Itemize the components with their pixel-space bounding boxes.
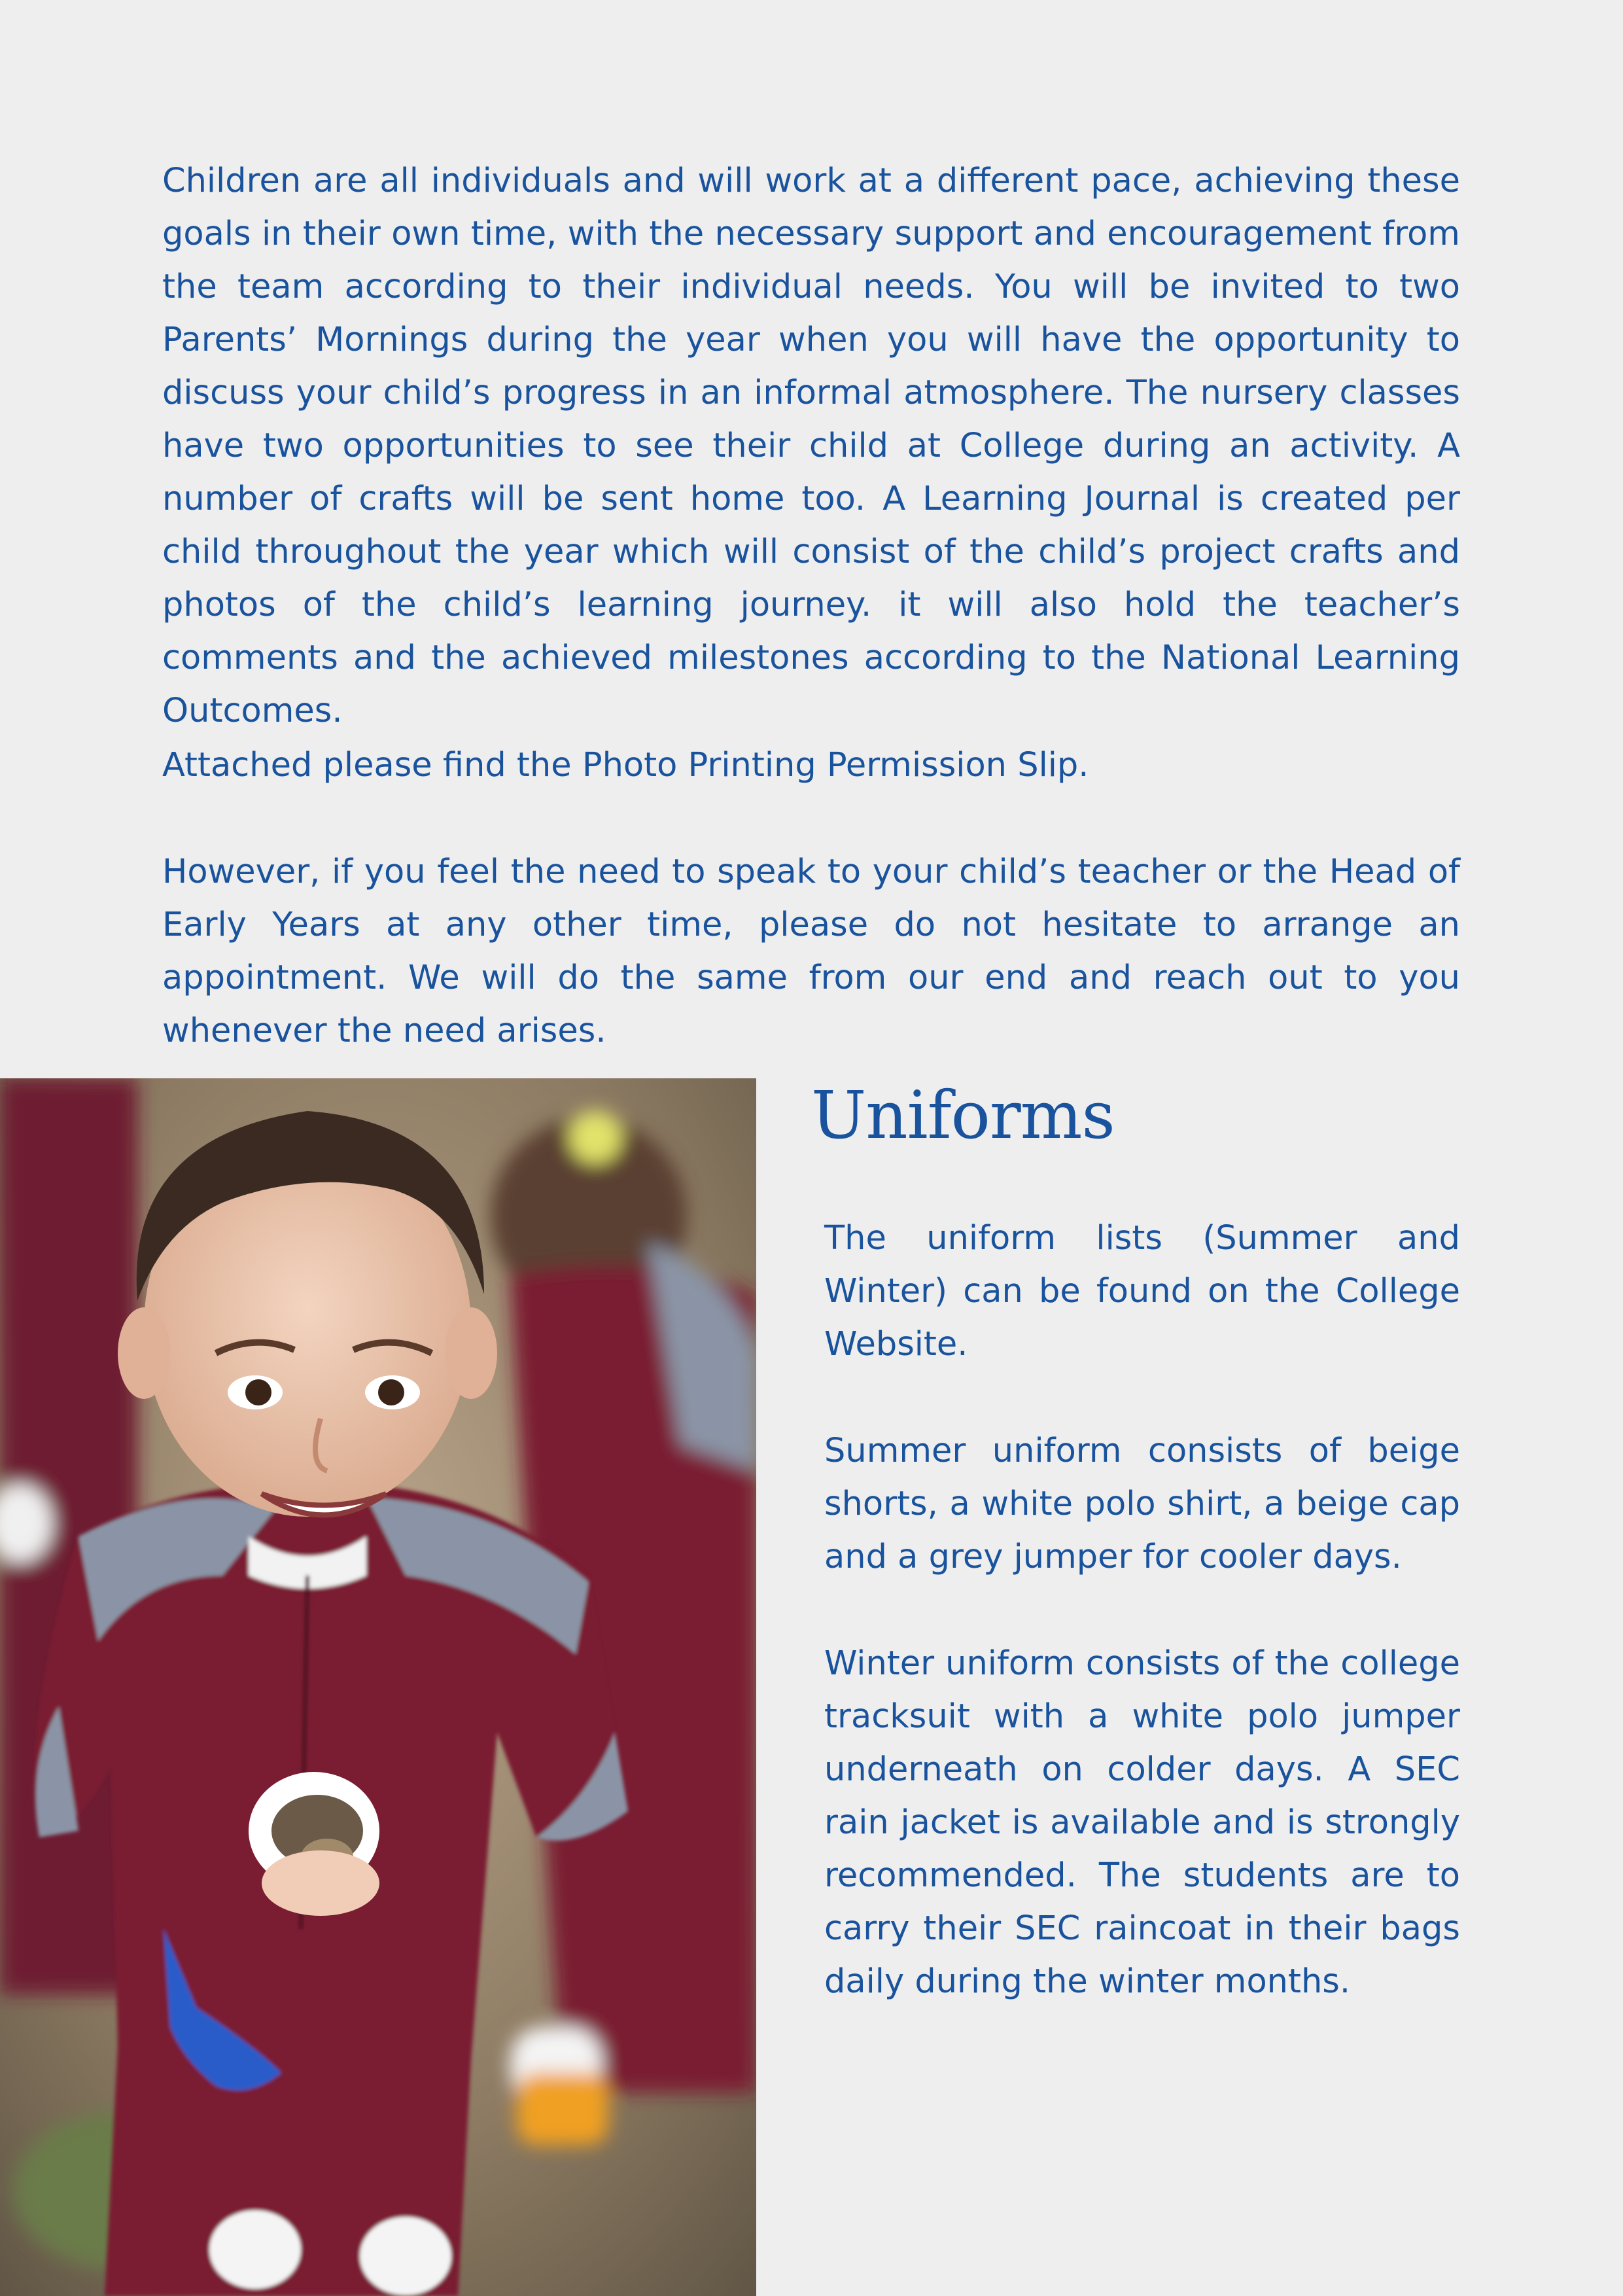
- uniforms-heading: Uniforms: [811, 1077, 1115, 1154]
- intro-paragraph-journal: Children are all individuals and will work at a different pace, achieving these goals in their own time, with the necessary support and encouragement from the team according to their individual needs. You will be invited to two Parents’ Mornings during the year when you will have the opportunity to discuss your child’s progress in an informal atmosphere. The nursery classes have two opportunities to see their child at College during an activity. A number of crafts will be sent home too. A Learning Journal is created per child throughout the year which will consist of the child’s project crafts and photos of the child’s learning journey. it will also hold the teacher’s comments and the achieved milestones according to the National Learning Outcomes.: [162, 162, 1460, 730]
- uniforms-paragraph-winter: Winter uniform consists of the college tracksuit with a white polo jumper underneath on colder days. A SEC rain jacket is available and is strongly recommended. The students are to carry their SEC raincoat in their bags daily during the winter months.: [824, 1644, 1460, 2001]
- uniforms-paragraph-lists: The uniform lists (Summer and Winter) can be found on the College Website.: [824, 1219, 1460, 1364]
- intro-paragraph-permission-slip: Attached please find the Photo Printing Permission Slip.: [162, 746, 1089, 785]
- intro-paragraph-contact: However, if you feel the need to speak to your child’s teacher or the Head of Early Years at any other time, please do not hesitate to arrange an appointment. We will do the same from our end and reach out to you whenever the need arises.: [162, 853, 1460, 1050]
- uniforms-paragraph-summer: Summer uniform consists of beige shorts, a white polo shirt, a beige cap and a grey jumper for cooler days.: [824, 1432, 1460, 1576]
- child-photo: [0, 1078, 756, 2296]
